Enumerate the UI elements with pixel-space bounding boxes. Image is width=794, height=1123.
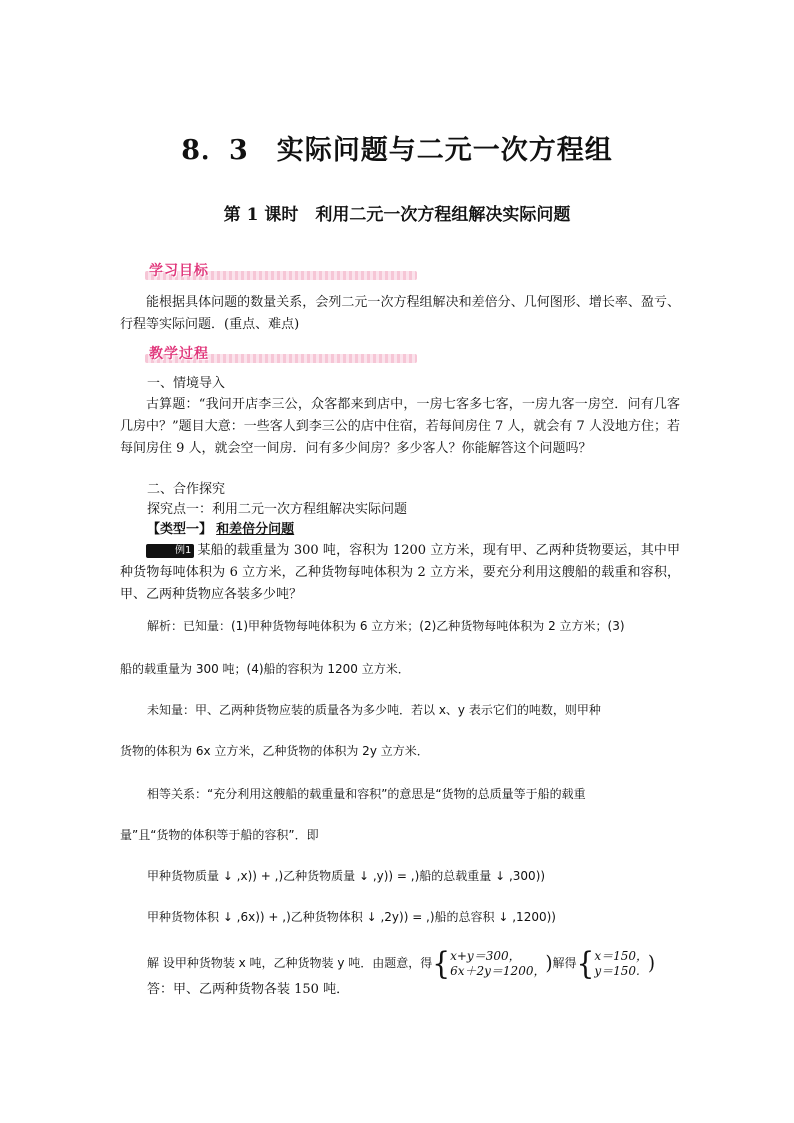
section-header-process <box>145 343 417 365</box>
section-header-label: 教学过程 <box>149 346 209 362</box>
left-brace-icon: { <box>432 944 451 982</box>
section-header-label: 学习目标 <box>149 263 209 279</box>
type1-heading <box>147 520 294 540</box>
analysis-line-2: 船的载重量为 300 吨；(4)船的容积为 1200 立方米． <box>120 662 410 676</box>
system-equation-2: 6x＋2y＝1200， <box>450 963 546 978</box>
right-paren-icon: ) <box>545 951 553 975</box>
equation-system <box>450 949 545 979</box>
explore-point-1: 探究点一：利用二元一次方程组解决实际问题 <box>147 502 408 517</box>
example-badge: 例1 <box>146 544 194 558</box>
solution-equation-1: x＝150， <box>594 948 649 963</box>
part1-text: 古算题：“我问开店李三公，众客都来到店中，一房七客多七客，一房九客一房空．问有几客几房中？”题目大意：一些客人到李三公的店中住宿，若每间房住 7 人，就会有 7 人没地方住；若每间房住 9 人，就会空一间房．问有多少间房？多少客人？你能解答这个问题吗？ <box>120 397 680 456</box>
unknown-line-1: 未知量：甲、乙两种货物应装的质量各为多少吨．若以 x、y 表示它们的吨数，则甲种 <box>147 703 601 717</box>
solution-prefix: 解 设甲种货物装 x 吨，乙种货物装 y 吨．由题意，得 <box>147 956 433 970</box>
page-title: 8．3 实际问题与二元一次方程组 <box>181 135 613 166</box>
right-paren-icon: ) <box>648 951 656 975</box>
solution-mid: 解得 <box>552 956 577 970</box>
solution-system <box>594 949 648 979</box>
example-1 <box>120 540 680 606</box>
equal-line-1: 相等关系：“充分利用这艘船的载重量和容积”的意思是“货物的总质量等于船的载重 <box>147 787 586 801</box>
answer-line: 答：甲、乙两种货物各装 150 吨． <box>147 982 350 997</box>
formula-volume: 甲种货物体积 ↓ ,6x)) + ,)乙种货物体积 ↓ ,2y)) = ,)船的总容积 ↓ ,1200)) <box>147 910 556 924</box>
formula-mass: 甲种货物质量 ↓ ,x)) + ,)乙种货物质量 ↓ ,y)) = ,)船的总载重量 ↓ ,300)) <box>147 869 546 883</box>
section-header-objectives <box>145 260 417 282</box>
objective-text: 能根据具体问题的数量关系，会列二元一次方程组解决和差倍分、几何图形、增长率、盈亏、行程等实际问题．(重点、难点) <box>120 295 680 332</box>
solution-equation-2: y＝150. <box>594 963 640 978</box>
unknown-line-2: 货物的体积为 6x 立方米，乙种货物的体积为 2y 立方米． <box>120 744 429 758</box>
type1-title: 和差倍分问题 <box>216 522 295 537</box>
analysis-line-1: 解析：已知量：(1)甲种货物每吨体积为 6 立方米；(2)乙种货物每吨体积为 2 立方米；(3) <box>147 619 625 633</box>
lesson-subtitle: 第 1 课时 利用二元一次方程组解决实际问题 <box>223 205 571 225</box>
example-text: 某船的载重量为 300 吨，容积为 1200 立方米，现有甲、乙两种货物要运，其中甲种货物每吨体积为 6 立方米，乙种货物每吨体积为 2 立方米，要充分利用这艘船的载重和容积，甲、乙两种货物应各装多少吨？ <box>120 543 680 602</box>
type1-bracket: 【类型一】 <box>147 522 213 537</box>
system-equation-1: x+y＝300， <box>450 948 521 963</box>
solution-line <box>147 946 655 981</box>
part1-heading: 一、情境导入 <box>147 376 226 391</box>
equal-line-2: 量”且“货物的体积等于船的容积”．即 <box>120 828 319 842</box>
part2-heading: 二、合作探究 <box>147 482 226 497</box>
left-brace-icon: { <box>576 944 595 982</box>
